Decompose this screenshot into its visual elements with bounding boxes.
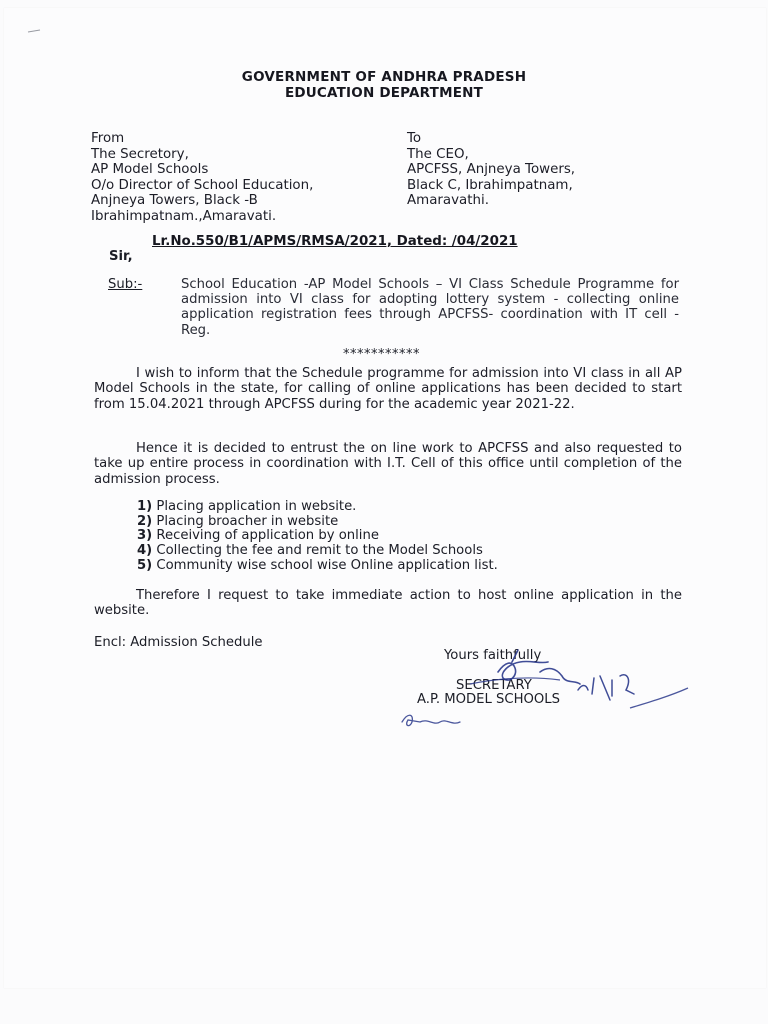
initials-ink bbox=[402, 715, 460, 725]
list-item: 5) Community wise school wise Online application list. bbox=[137, 557, 498, 573]
to-line: To bbox=[407, 131, 422, 146]
corner-mark bbox=[28, 30, 40, 32]
signatory-organisation: A.P. MODEL SCHOOLS bbox=[417, 692, 561, 707]
to-line: The CEO, bbox=[407, 146, 469, 162]
handwritten-date-ink bbox=[578, 675, 634, 700]
date-underline bbox=[630, 688, 688, 708]
to-line: Amaravathi. bbox=[407, 193, 489, 209]
from-line: AP Model Schools bbox=[91, 162, 209, 178]
enclosure-note: Encl: Admission Schedule bbox=[94, 635, 263, 650]
closing-yours-faithfully: Yours faithfully bbox=[444, 648, 542, 663]
subject-text: School Education -AP Model Schools – VI Class Schedule Programme for admission into VI class for adopting lottery system - collecting online application registration fees through APCFSS- coordination with IT cell -Reg. bbox=[181, 277, 679, 338]
letter-reference: Lr.No.550/B1/APMS/RMSA/2021, Dated: /04/2021 bbox=[152, 234, 518, 249]
paragraph-schedule: I wish to inform that the Schedule programme for admission into VI class in all AP Model Schools in the state, for calling of online applications has been decided to start from 15.04.2021 through APCFSS during for the academic year 2021-22. bbox=[94, 366, 682, 412]
signatory-title: SECRETARY bbox=[456, 678, 532, 693]
paragraph-entrust: Hence it is decided to entrust the on line work to APCFSS and also requested to take up entire process in coordination with I.T. Cell of this office until completion of the admission process. bbox=[94, 441, 682, 487]
from-line: O/o Director of School Education, bbox=[91, 177, 314, 193]
separator-stars: *********** bbox=[343, 347, 420, 362]
header-department: EDUCATION DEPARTMENT bbox=[284, 85, 484, 101]
header-government: GOVERNMENT OF ANDHRA PRADESH bbox=[241, 69, 527, 85]
list-item: 2) Placing broacher in website bbox=[137, 513, 339, 529]
signature-flourish bbox=[470, 678, 560, 684]
list-item: 1) Placing application in website. bbox=[137, 499, 357, 514]
from-line: From bbox=[91, 131, 125, 146]
subject-label: Sub:- bbox=[108, 277, 143, 292]
to-line: Black C, Ibrahimpatnam, bbox=[407, 177, 573, 193]
from-line: Ibrahimpatnam.,Amaravati. bbox=[91, 208, 277, 224]
paragraph-request: Therefore I request to take immediate action to host online application in the website. bbox=[94, 588, 682, 619]
from-line: The Secretory, bbox=[91, 146, 189, 162]
list-item: 4) Collecting the fee and remit to the Model Schools bbox=[137, 543, 483, 559]
salutation: Sir, bbox=[109, 249, 133, 264]
to-line: APCFSS, Anjneya Towers, bbox=[407, 162, 576, 178]
from-line: Anjneya Towers, Black -B bbox=[91, 193, 258, 209]
list-item: 3) Receiving of application by online bbox=[137, 528, 379, 544]
